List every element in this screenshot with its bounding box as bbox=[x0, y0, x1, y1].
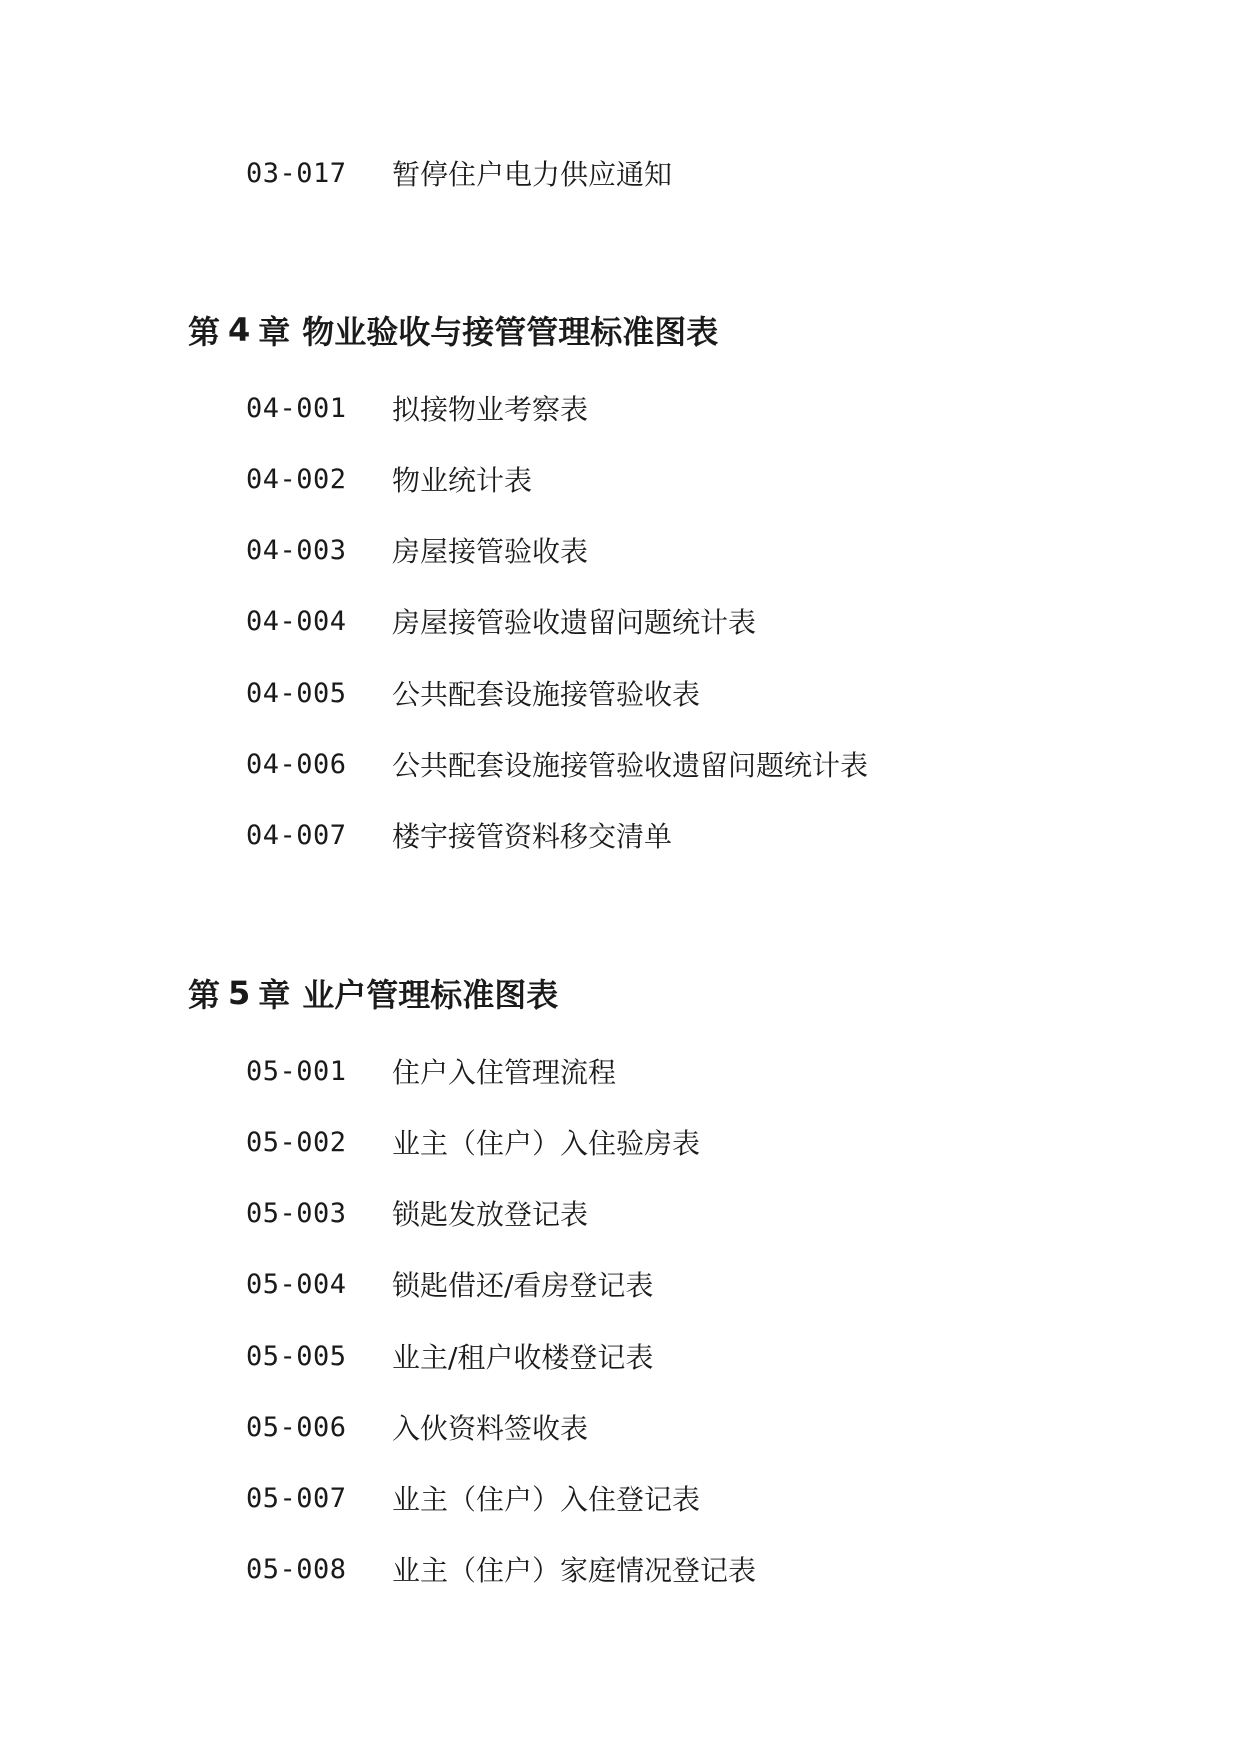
entry-title: 物业统计表 bbox=[392, 464, 533, 497]
chapter-number: 4 bbox=[228, 311, 251, 349]
chapter-prefix: 第 bbox=[188, 976, 221, 1014]
entry-code: 04-001 bbox=[246, 392, 347, 424]
entry-title: 房屋接管验收遗留问题统计表 bbox=[392, 606, 757, 639]
entry-code: 05-007 bbox=[246, 1482, 347, 1514]
toc-entry bbox=[246, 1262, 653, 1306]
toc-entry bbox=[246, 1476, 700, 1520]
toc-entry bbox=[246, 1049, 616, 1093]
toc-entry bbox=[246, 1547, 756, 1591]
entry-title: 暂停住户电力供应通知 bbox=[392, 158, 673, 191]
entry-code: 04-005 bbox=[246, 677, 347, 709]
entry-title: 房屋接管验收表 bbox=[392, 535, 589, 568]
entry-code: 04-004 bbox=[246, 605, 347, 637]
entry-code: 05-003 bbox=[246, 1197, 347, 1229]
entry-code: 04-007 bbox=[246, 819, 347, 851]
chapter-number: 5 bbox=[228, 974, 251, 1012]
entry-code: 04-006 bbox=[246, 748, 347, 780]
entry-title: 业主/租户收楼登记表 bbox=[392, 1341, 654, 1374]
chapter-name: 物业验收与接管管理标准图表 bbox=[302, 313, 719, 351]
entry-title: 锁匙发放登记表 bbox=[392, 1198, 589, 1231]
entry-title: 楼宇接管资料移交清单 bbox=[392, 820, 673, 853]
chapter-suffix: 章 bbox=[258, 976, 291, 1014]
chapter-5-heading bbox=[188, 969, 558, 1017]
toc-entry bbox=[246, 813, 672, 857]
chapter-name: 业户管理标准图表 bbox=[302, 976, 559, 1014]
entry-code: 05-002 bbox=[246, 1126, 347, 1158]
entry-title: 业主（住户）入住登记表 bbox=[392, 1483, 701, 1516]
entry-code: 04-002 bbox=[246, 463, 347, 495]
toc-entry bbox=[246, 1191, 588, 1235]
toc-entry bbox=[246, 1120, 700, 1164]
toc-entry bbox=[246, 1334, 653, 1378]
entry-code: 05-004 bbox=[246, 1268, 347, 1300]
entry-code: 05-001 bbox=[246, 1055, 347, 1087]
toc-entry bbox=[246, 599, 756, 643]
entry-code: 03-017 bbox=[246, 157, 347, 189]
entry-title: 住户入住管理流程 bbox=[392, 1056, 617, 1089]
toc-entry bbox=[246, 457, 532, 501]
chapter-prefix: 第 bbox=[188, 313, 221, 351]
entry-title: 公共配套设施接管验收遗留问题统计表 bbox=[392, 749, 869, 782]
toc-entry bbox=[246, 742, 868, 786]
chapter-suffix: 章 bbox=[258, 313, 291, 351]
entry-title: 业主（住户）家庭情况登记表 bbox=[392, 1554, 757, 1587]
toc-entry bbox=[246, 1405, 588, 1449]
toc-entry bbox=[246, 671, 700, 715]
entry-code: 04-003 bbox=[246, 534, 347, 566]
entry-code: 05-006 bbox=[246, 1411, 347, 1443]
entry-code: 05-005 bbox=[246, 1340, 347, 1372]
entry-title: 拟接物业考察表 bbox=[392, 393, 589, 426]
toc-entry bbox=[246, 386, 588, 430]
entry-code: 05-008 bbox=[246, 1553, 347, 1585]
toc-entry bbox=[246, 151, 672, 195]
entry-title: 业主（住户）入住验房表 bbox=[392, 1127, 701, 1160]
entry-title: 公共配套设施接管验收表 bbox=[392, 678, 701, 711]
toc-entry bbox=[246, 528, 588, 572]
entry-title: 锁匙借还/看房登记表 bbox=[392, 1269, 654, 1302]
chapter-4-heading bbox=[188, 306, 718, 354]
entry-title: 入伙资料签收表 bbox=[392, 1412, 589, 1445]
